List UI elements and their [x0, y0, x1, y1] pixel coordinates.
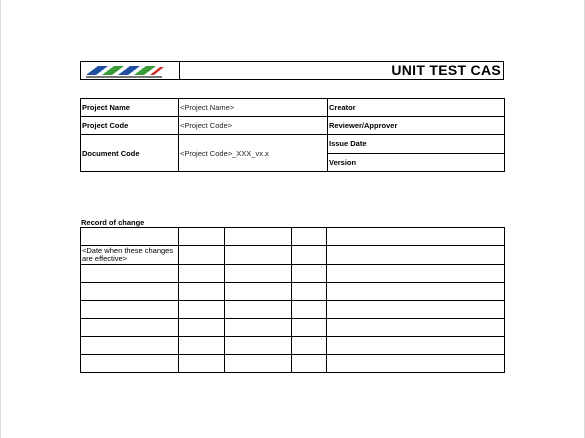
- version-label: Version: [328, 153, 505, 172]
- table-cell[interactable]: [179, 355, 225, 373]
- table-cell[interactable]: [179, 228, 225, 246]
- table-cell[interactable]: [327, 283, 505, 301]
- document-code-value[interactable]: <Project Code>_XXX_vx.x: [179, 135, 328, 172]
- reviewer-label: Reviewer/Approver: [328, 117, 505, 135]
- table-cell[interactable]: [179, 319, 225, 337]
- company-logo: [81, 62, 180, 79]
- table-cell[interactable]: [327, 265, 505, 283]
- document-header: [80, 61, 504, 80]
- table-cell[interactable]: [225, 246, 292, 265]
- table-row: [81, 135, 505, 154]
- logo-graphic: [84, 64, 176, 79]
- table-row: [81, 301, 505, 319]
- table-cell[interactable]: [327, 355, 505, 373]
- project-name-value[interactable]: <Project Name>: [179, 99, 328, 117]
- table-cell[interactable]: [292, 301, 327, 319]
- table-cell[interactable]: [81, 337, 179, 355]
- table-cell[interactable]: [327, 301, 505, 319]
- table-cell[interactable]: [81, 265, 179, 283]
- table-row: [81, 117, 505, 135]
- document-title: UNIT TEST CAS: [391, 62, 501, 78]
- table-cell[interactable]: [292, 355, 327, 373]
- table-row: [81, 228, 505, 246]
- project-info-table: [80, 98, 505, 172]
- project-code-value[interactable]: <Project Code>: [179, 117, 328, 135]
- table-row: [81, 283, 505, 301]
- table-cell[interactable]: [179, 265, 225, 283]
- table-cell[interactable]: [225, 337, 292, 355]
- table-cell[interactable]: [179, 283, 225, 301]
- table-cell[interactable]: [225, 283, 292, 301]
- table-row: [81, 265, 505, 283]
- table-cell[interactable]: [292, 319, 327, 337]
- table-cell[interactable]: [179, 301, 225, 319]
- table-cell[interactable]: [81, 228, 179, 246]
- record-of-change-title: Record of change: [81, 218, 145, 227]
- table-cell[interactable]: [81, 301, 179, 319]
- table-cell[interactable]: [292, 283, 327, 301]
- table-cell[interactable]: [179, 246, 225, 265]
- table-cell[interactable]: [225, 355, 292, 373]
- project-code-label: Project Code: [81, 117, 179, 135]
- table-cell[interactable]: [225, 265, 292, 283]
- table-cell[interactable]: [81, 283, 179, 301]
- table-row: [81, 319, 505, 337]
- creator-label: Creator: [328, 99, 505, 117]
- issue-date-label: Issue Date: [328, 135, 505, 154]
- table-cell[interactable]: [179, 337, 225, 355]
- table-cell[interactable]: [292, 228, 327, 246]
- table-cell[interactable]: [327, 319, 505, 337]
- table-cell[interactable]: [327, 337, 505, 355]
- table-cell[interactable]: [292, 265, 327, 283]
- table-cell[interactable]: [81, 319, 179, 337]
- document-code-label: Document Code: [81, 135, 179, 172]
- table-row: [81, 99, 505, 117]
- table-cell[interactable]: [81, 355, 179, 373]
- table-cell[interactable]: [292, 337, 327, 355]
- table-row: [81, 337, 505, 355]
- table-row: [81, 355, 505, 373]
- table-cell[interactable]: [225, 228, 292, 246]
- table-cell[interactable]: [327, 246, 505, 265]
- table-cell[interactable]: [292, 246, 327, 265]
- record-of-change-table: [80, 227, 505, 373]
- table-cell[interactable]: [327, 228, 505, 246]
- project-name-label: Project Name: [81, 99, 179, 117]
- table-cell[interactable]: [225, 301, 292, 319]
- effective-date-cell[interactable]: <Date when these changes are effective>: [81, 246, 179, 265]
- table-cell[interactable]: [225, 319, 292, 337]
- table-row: [81, 246, 505, 265]
